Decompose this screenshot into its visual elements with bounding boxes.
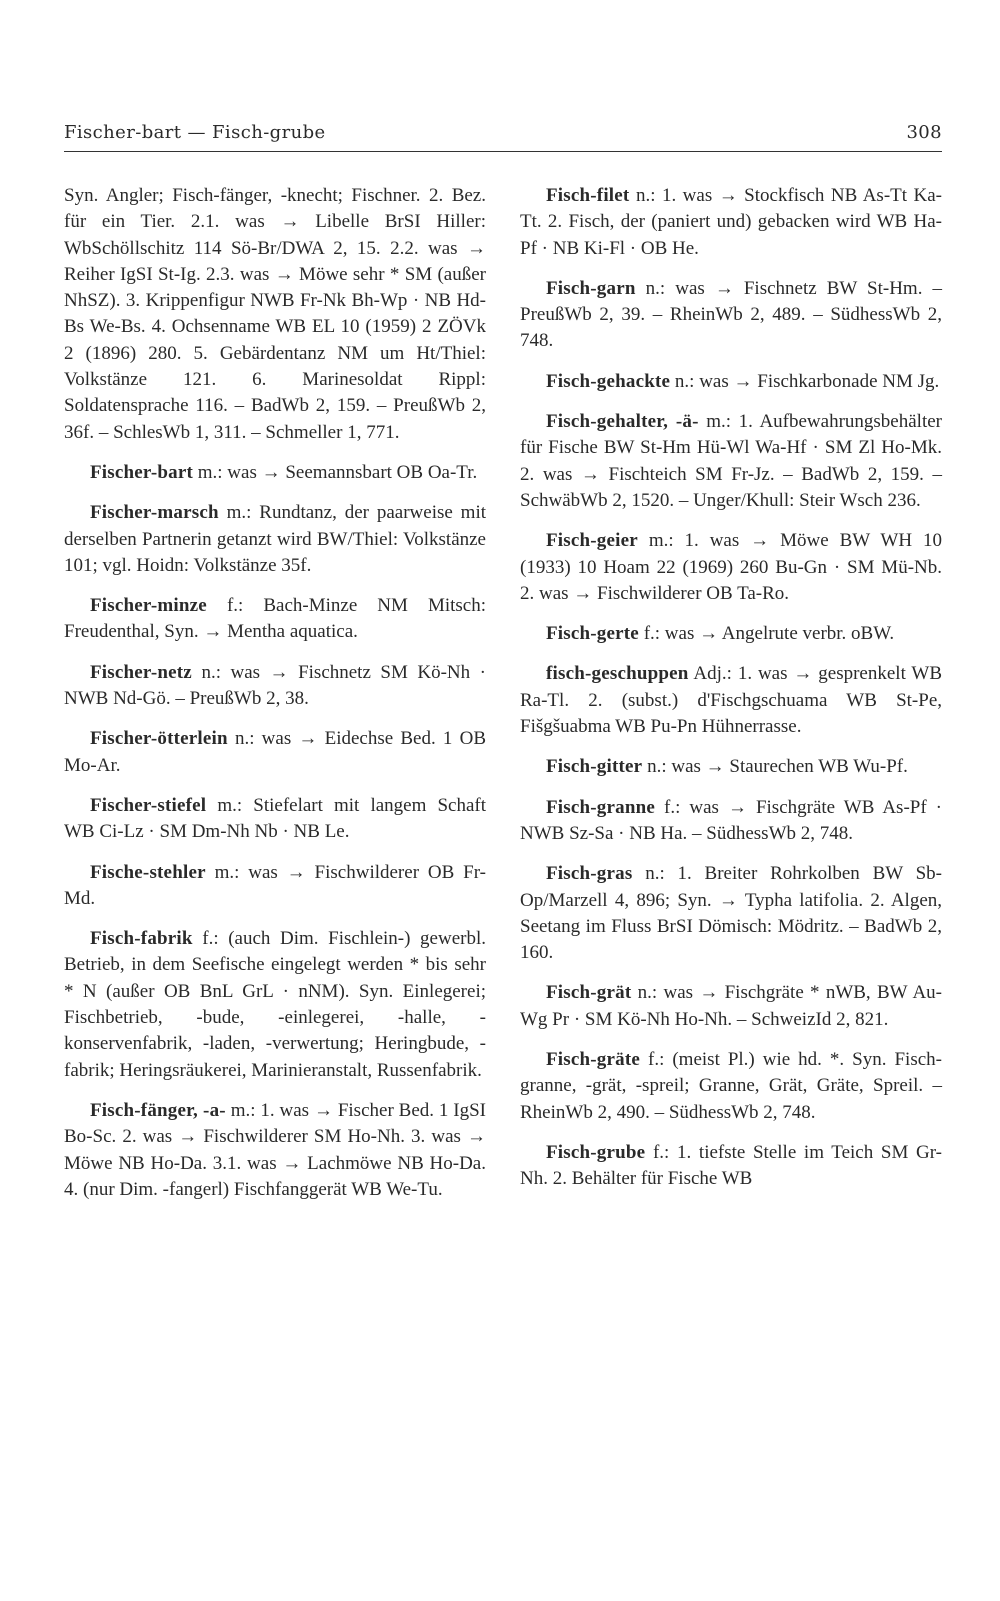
dictionary-entry [64,860,486,913]
dictionary-entry [520,754,942,780]
dictionary-entry [64,726,486,779]
right-column [520,183,942,1207]
entry-text: f.: was → Angelrute verbr. oBW. [643,623,895,645]
entry-headword: Fisch-gehalter, -ä- [546,411,699,433]
entry-headword: Fisch-grät [546,982,632,1004]
dictionary-entry [520,980,942,1033]
dictionary-entry [520,276,942,355]
entry-headword: Fisch-fabrik [90,928,193,950]
dictionary-entry [520,369,942,395]
dictionary-entry [520,661,942,740]
entry-text: m.: 1. was → Möwe BW WH 10 (1933) 10 Hoam 22 (1969) 260 Bu-Gn · SM Mü-Nb. 2. was → Fischwilderer OB Ta-Ro. [520,530,942,604]
header-title: Fischer-bart — Fisch-grube [64,122,326,143]
running-header [64,122,942,143]
entry-text: Adj.: 1. was → gesprenkelt WB Ra-Tl. 2. (subst.) d'Fischgschuama WB St-Pe, Fišgšuabma WB Pu-Pn Hühnerrasse. [520,663,943,738]
left-column [64,183,486,1217]
entry-text: n.: was → Fischnetz BW St-Hm. – PreußWb 2, 39. – RheinWb 2, 489. – SüdhessWb 2, 748. [520,277,942,352]
entry-text: n.: was → Fischkarbonade NM Jg. [674,370,940,392]
header-rule [64,151,942,152]
entry-text: Syn. Angler; Fisch-fänger, -knecht; Fischner. 2. Bez. für ein Tier. 2.1. was → Libelle BrSI Hiller: WbSchöllschitz 114 Sö-Br/DWA 2, 15. 2.2. was → Reiher IgSI St-Ig. 2.3. was → Möwe sehr * SM (außer NhSZ). 3. Krippenfigur NWB Fr-Nk Bh-Wp · NB Hd-Bs We-Bs. 4. Ochsenname WB EL 10 (1959) 2 ZÖVk 2 (1896) 280. 5. Gebärdentanz NM um Ht/Thiel: Volkstänze 121. 6. Marinesoldat Rippl: Soldatensprache 116. – BadWb 2, 159. – PreußWb 2, 36f. – SchlesWb 1, 311. – Schmeller 1, 771. [64,185,486,443]
dictionary-entry [520,1140,942,1193]
entry-text: m.: was → Fischwilderer OB Fr-Md. [64,861,486,909]
entry-text: f.: (meist Pl.) wie hd. *. Syn. Fisch-granne, -grät, -spreil; Granne, Grät, Gräte, Spreil. – RheinWb 2, 490. – SüdhessWb 2, 748. [520,1049,942,1123]
dictionary-entry [64,793,486,846]
entry-text: m.: Rundtanz, der paarweise mit derselben Partnerin getanzt wird BW/Thiel: Volkstänze 101; vgl. Hoidn: Volkstänze 35f. [64,502,486,576]
entry-text: n.: was → Staurechen WB Wu-Pf. [647,756,908,778]
dictionary-entry [520,409,942,514]
entry-text: m.: was → Seemannsbart OB Oa-Tr. [197,461,478,483]
entry-headword: Fisch-gerte [546,623,639,645]
entry-headword: Fisch-garn [546,277,636,299]
entry-text: n.: 1. was → Stockfisch NB As-Tt Ka-Tt. 2. Fisch, der (paniert und) gebacken wird WB Ha-Pf · NB Ki-Fl · OB He. [520,185,942,259]
entry-headword: Fische-stehler [90,861,206,883]
page-number: 308 [906,122,942,143]
dictionary-entry [64,183,486,446]
entry-headword: fisch-geschuppen [546,663,689,685]
entry-headword: Fischer-marsch [90,502,219,524]
dictionary-entry [520,795,942,848]
entry-headword: Fisch-granne [546,796,656,818]
entry-text: f.: was → Fischgräte WB As-Pf · NWB Sz-Sa · NB Ha. – SüdhessWb 2, 748. [520,796,942,844]
entry-headword: Fisch-geier [546,530,638,552]
entry-text: n.: was → Eidechse Bed. 1 OB Mo-Ar. [64,728,487,776]
dictionary-entry [520,528,942,607]
dictionary-entry [520,861,942,966]
entry-headword: Fischer-minze [90,595,207,617]
entry-headword: Fisch-grube [546,1141,646,1163]
dictionary-entry [64,1098,486,1203]
entry-text: m.: Stiefelart mit langem Schaft WB Ci-Lz · SM Dm-Nh Nb · NB Le. [64,794,487,843]
entry-headword: Fischer-netz [90,661,192,683]
dictionary-entry [520,1047,942,1126]
entry-text: f.: 1. tiefste Stelle im Teich SM Gr-Nh. 2. Behälter für Fische WB [520,1141,942,1190]
entry-text: n.: 1. Breiter Rohrkolben BW Sb-Op/Marzell 4, 896; Syn. → Typha latifolia. 2. Algen, Seetang im Fluss BrSI Dömisch: Mödritz. – BadWb 2, 160. [520,863,942,964]
entry-headword: Fisch-gräte [546,1049,640,1071]
dictionary-entry [64,926,486,1084]
dictionary-entry [64,500,486,579]
entry-headword: Fisch-gitter [546,756,643,778]
entry-text: f.: Bach-Minze NM Mitsch: Freudenthal, Syn. → Mentha aquatica. [64,595,487,643]
dictionary-entry [64,593,486,646]
entry-headword: Fischer-ötterlein [90,728,228,750]
entry-text: n.: was → Fischgräte * nWB, BW Au-Wg Pr · SM Kö-Nh Ho-Nh. – SchweizId 2, 821. [520,982,943,1030]
entry-text: m.: 1. Aufbewahrungsbehälter für Fische BW St-Hm Hü-Wl Wa-Hf · SM Zl Ho-Mk. 2. was → Fischteich SM Fr-Jz. – BadWb 2, 159. – SchwäbWb 2, 1520. – Unger/Khull: Steir Wsch 236. [520,411,942,511]
entry-text: m.: 1. was → Fischer Bed. 1 IgSI Bo-Sc. 2. was → Fischwilderer SM Ho-Nh. 3. was → Möwe NB Ho-Da. 3.1. was → Lachmöwe NB Ho-Da. 4. (nur Dim. -fangerl) Fischfanggerät WB We-Tu. [64,1099,486,1200]
dictionary-entry [520,183,942,262]
dictionary-entry [64,660,486,713]
dictionary-entry [64,460,486,486]
entry-text: n.: was → Fischnetz SM Kö-Nh · NWB Nd-Gö. – PreußWb 2, 38. [64,661,486,710]
entry-headword: Fischer-stiefel [90,794,207,816]
entry-headword: Fisch-fänger, -a- [90,1099,226,1121]
entry-headword: Fisch-filet [546,185,630,206]
entry-headword: Fischer-bart [90,461,193,483]
dictionary-entry [520,621,942,647]
entry-headword: Fisch-gehackte [546,370,671,392]
entry-text: f.: (auch Dim. Fischlein-) gewerbl. Betrieb, in dem Seefische eingelegt werden * bis sehr * N (außer OB BnL GrL · nNM). Syn. Einlegerei; Fischbetrieb, -bude, -einlegerei, -halle, -konservenfabrik, -laden, -verwertung; Heringbude, -fabrik; Heringsräukerei, Marinieranstalt, Russenfabrik. [64,928,486,1081]
entry-headword: Fisch-gras [546,863,633,885]
